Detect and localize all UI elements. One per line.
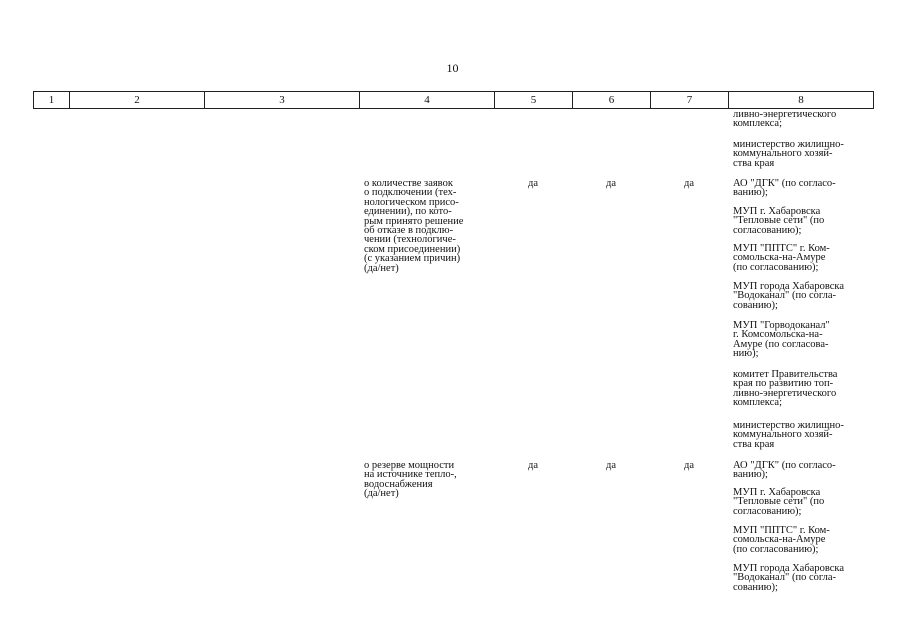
responsible-entry: АО "ДГК" (по согласо- ванию); <box>733 178 836 199</box>
column-number-5: 5 <box>495 92 573 109</box>
column-number-3: 3 <box>205 92 360 109</box>
column-7-value: да <box>683 460 694 471</box>
responsible-entry: министерство жилищно- коммунального хозяй- ства края <box>733 139 844 169</box>
column-number-4: 4 <box>360 92 495 109</box>
column-5-value: да <box>527 178 538 189</box>
column-7-value: да <box>683 178 694 189</box>
responsible-entry: МУП г. Хабаровска "Тепловые сети" (по согласованию); <box>733 206 825 236</box>
responsible-entry: МУП "ППТС" г. Ком- сомольска-на-Амуре (по согласованию); <box>733 243 830 273</box>
responsible-entry: МУП "ППТС" г. Ком- сомольска-на-Амуре (по согласованию); <box>733 525 830 555</box>
page-number: 10 <box>446 61 459 75</box>
column-number-6: 6 <box>573 92 651 109</box>
responsible-entry: министерство жилищно- коммунального хозяй- ства края <box>733 420 844 450</box>
indicator-description: о резерве мощности на источнике тепло-, водоснабжения (да/нет) <box>364 460 457 500</box>
responsible-entry: комитет Правительства края по развитию топ- ливно-энергетического комплекса; <box>733 369 838 409</box>
column-number-row <box>34 92 874 109</box>
responsible-entry: МУП "Горводоканал" г. Комсомольска-на- Амуре (по согласова- нию); <box>733 320 830 360</box>
responsible-entry: АО "ДГК" (по согласо- ванию); <box>733 460 836 481</box>
responsible-entry: ливно-энергетического комплекса; <box>733 109 837 130</box>
responsible-entry: МУП города Хабаровска "Водоканал" (по согла- сованию); <box>733 281 845 311</box>
responsible-entry: МУП города Хабаровска "Водоканал" (по согла- сованию); <box>733 563 845 593</box>
column-6-value: да <box>605 460 616 471</box>
column-5-value: да <box>527 460 538 471</box>
column-number-1: 1 <box>34 92 70 109</box>
column-number-2: 2 <box>70 92 205 109</box>
column-number-7: 7 <box>651 92 729 109</box>
indicator-description: о количестве заявок о подключении (тех- нологическом присо- единении), по кото- рым принято решение об отказе в подклю- чении (технологиче- ском присоединении) (с указанием причин) (да/нет) <box>364 178 464 274</box>
column-header-table <box>33 91 874 109</box>
column-number-8: 8 <box>729 92 874 109</box>
column-6-value: да <box>605 178 616 189</box>
responsible-entry: МУП г. Хабаровска "Тепловые сети" (по согласованию); <box>733 487 825 517</box>
